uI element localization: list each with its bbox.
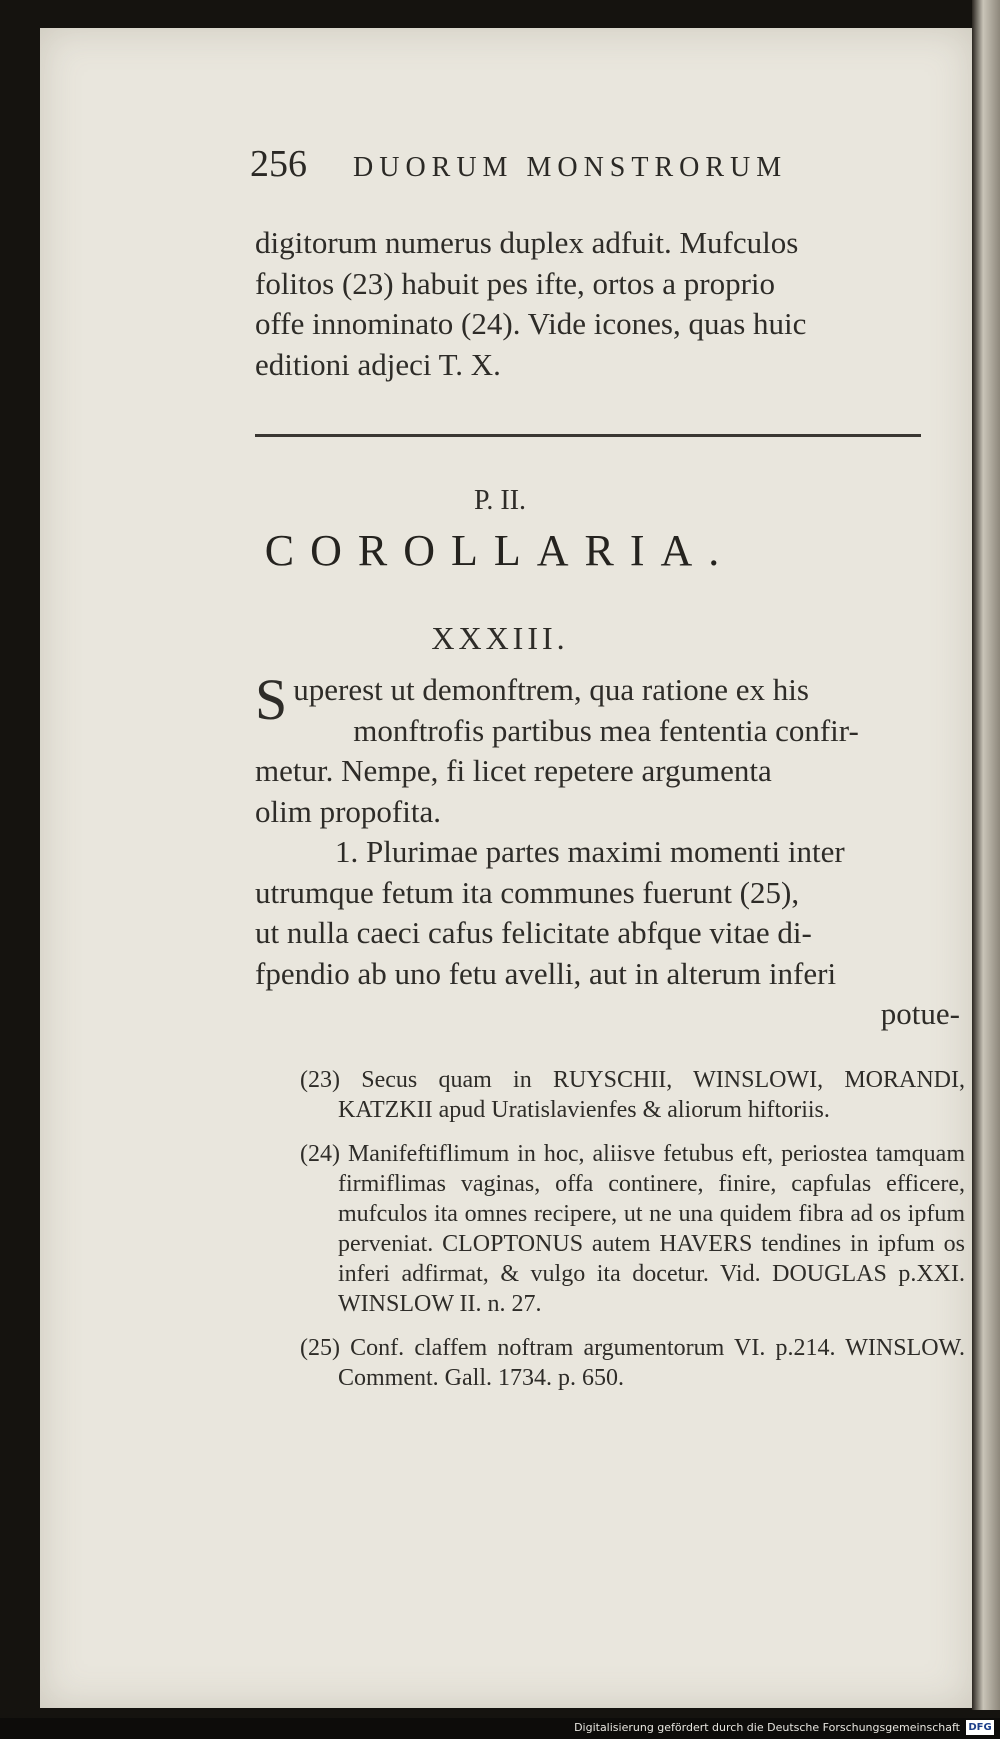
dfg-logo: DFG: [966, 1720, 994, 1735]
footnote: [300, 1065, 965, 1125]
section-title: COROLLARIA.: [264, 526, 736, 575]
footnote-text: Secus quam in RUYSCHII, WINSLOWI, MORANDI, KATZKII apud Uratislavienfes & aliorum hiftoriis.: [338, 1067, 965, 1123]
page-number: 256: [250, 143, 307, 185]
text-line: olim propofita.: [255, 793, 441, 829]
text-line: 1. Plurimae partes maximi momenti inter: [335, 834, 845, 869]
part-label: P. II.: [473, 485, 527, 516]
page-edge: [972, 0, 1000, 1710]
footnote-text: Conf. claffem noftram argumentorum VI. p.214. WINSLOW. Comment. Gall. 1734. p. 650.: [338, 1335, 966, 1391]
catchword: potue-: [880, 996, 960, 1031]
text-line: folitos (23) habuit pes ifte, ortos a proprio: [255, 265, 776, 301]
footnote-mark: (25): [300, 1335, 340, 1361]
text-line: offe innominato (24). Vide icones, quas huic: [255, 306, 807, 341]
drop-cap: S: [255, 667, 288, 732]
running-title: DUORUM MONSTRORUM: [353, 152, 788, 183]
section-divider: [255, 434, 921, 437]
page-header: [250, 142, 890, 186]
footnote-text: Manifeftiflimum in hoc, aliisve fetubus eft, periostea tamquam firmiflimas vaginas, offa continere, finire, capfulas efficere, mufculos ita omnes recipere, ut ne una quidem fibra ad os ipfum perveniat. CLOPTONUS autem HAVERS tendines in ipfum os inferi adfirmat, & vulgo ita docetur. Vid. DOUGLAS p.XXI. WINSLOW II. n. 27.: [338, 1141, 965, 1317]
text-line: utrumque fetum ita communes fuerunt (25),: [255, 874, 800, 910]
section-number: XXXIII.: [431, 620, 569, 656]
digitization-credit: Digitalisierung gefördert durch die Deutsche Forschungsgemeinschaft: [574, 1721, 960, 1734]
section-body: [255, 667, 960, 1035]
text-line: fpendio ab uno fetu avelli, aut in alterum inferi: [255, 955, 837, 991]
text-line: digitorum numerus duplex adfuit. Mufculos: [255, 225, 799, 260]
text-line: editioni adjeci T. X.: [255, 346, 501, 382]
footnote-mark: (23): [300, 1067, 340, 1093]
footnote: [300, 1333, 965, 1393]
footnotes: [300, 1065, 965, 1407]
opening-paragraph: [255, 223, 960, 385]
footnote: [300, 1139, 965, 1319]
text-line: uperest ut demonftrem, qua ratione ex his: [293, 672, 809, 707]
text-line: metur. Nempe, fi licet repetere argumenta: [255, 753, 772, 788]
footnote-mark: (24): [300, 1141, 340, 1167]
text-line: ut nulla caeci cafus felicitate abfque vitae di-: [255, 915, 812, 950]
text-line: monftrofis partibus mea fententia confir-: [353, 712, 859, 748]
